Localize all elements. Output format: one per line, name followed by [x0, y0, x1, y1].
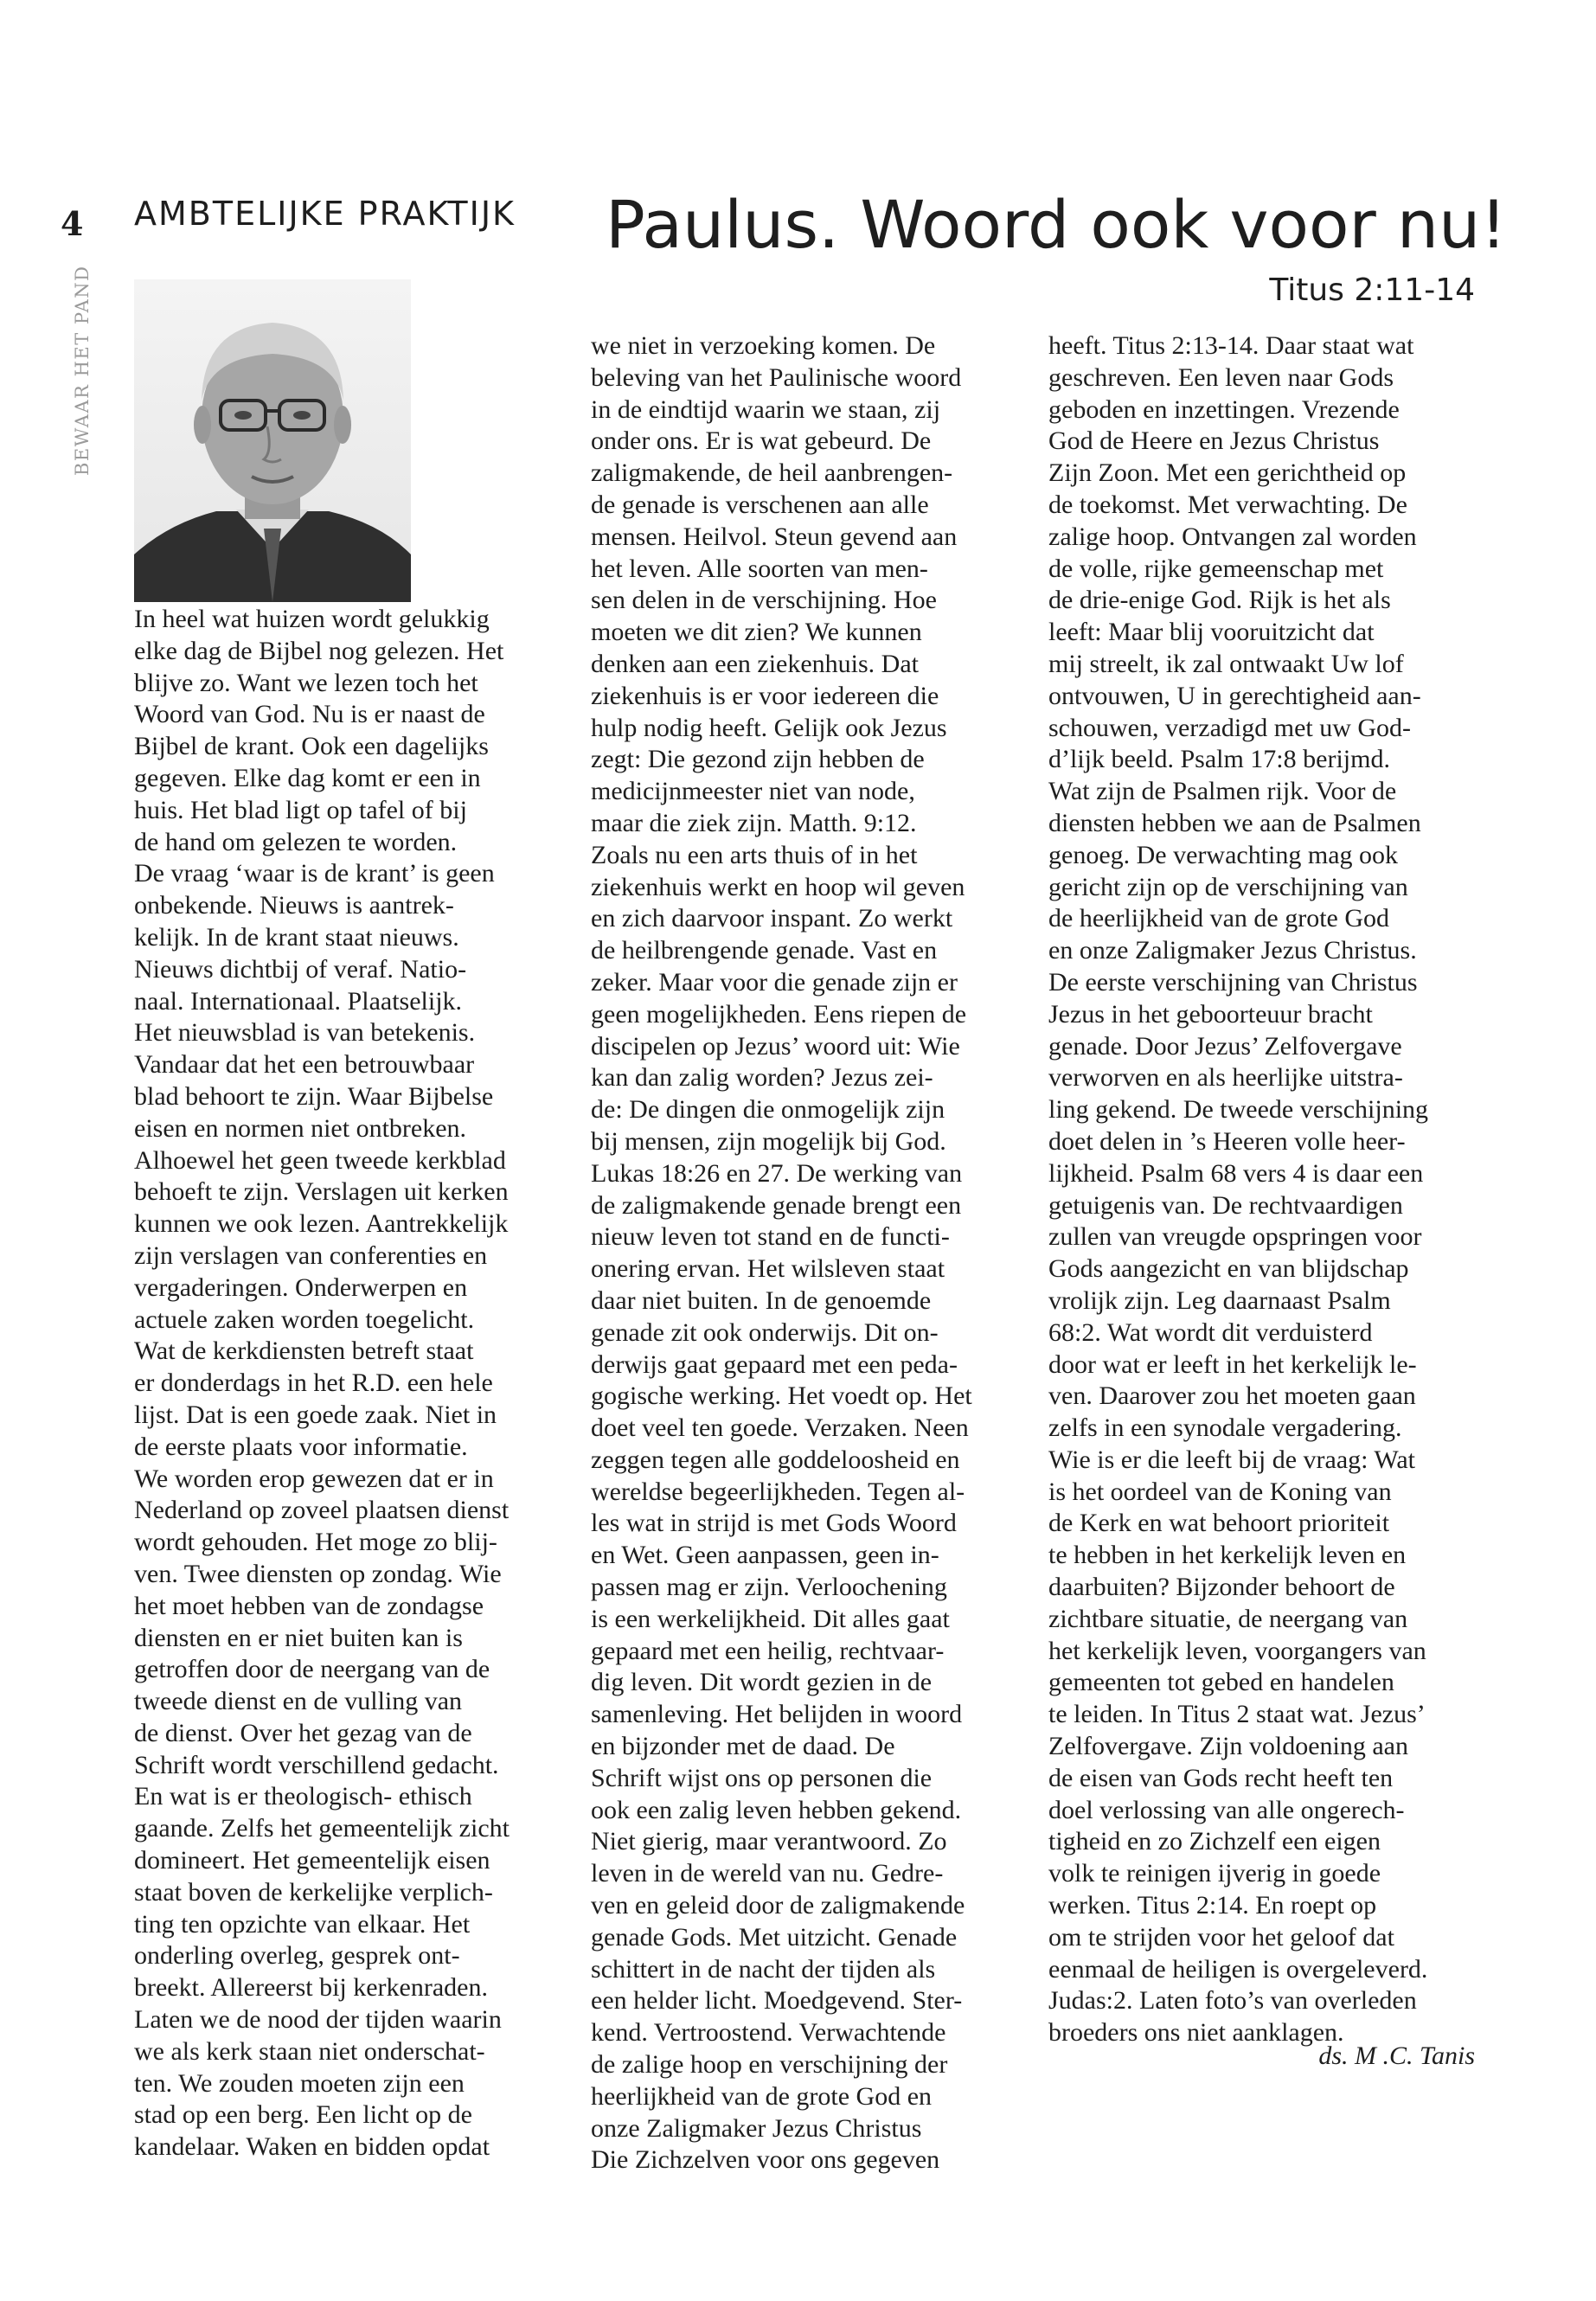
text-line: daar niet buiten. In de genoemde — [591, 1285, 932, 1315]
text-line: onderling overleg, gesprek ont- — [134, 1941, 460, 1971]
text-line: ziekenhuis is er voor iedereen die — [591, 681, 939, 710]
text-line: de hand om gelezen te worden. — [134, 827, 458, 856]
text-line: zegt: Die gezond zijn hebben de — [591, 745, 925, 774]
text-line: hulp nodig heeft. Gelijk ook Jezus — [591, 713, 947, 742]
text-line: gepaard met een heilig, rechtvaar- — [591, 1636, 945, 1665]
text-line: de heilbrengende genade. Vast en — [591, 936, 938, 965]
text-line: een helder licht. Moedgevend. Ster- — [591, 1986, 963, 2016]
text-line: Zelfovergave. Zijn voldoening aan — [1048, 1732, 1408, 1761]
text-line: mensen. Heilvol. Steun gevend aan — [591, 522, 958, 551]
text-line: maar die ziek zijn. Matth. 9:12. — [591, 808, 917, 837]
text-line: gegeven. Elke dag komt er een in — [134, 763, 481, 792]
text-line: derwijs gaat gepaard met een peda- — [591, 1349, 958, 1379]
text-line: vrolijk zijn. Leg daarnaast Psalm — [1048, 1285, 1391, 1315]
text-line: Zijn Zoon. Met een gerichtheid op — [1048, 458, 1407, 488]
text-line: onering ervan. Het wilsleven staat — [591, 1254, 945, 1284]
text-line: zalige hoop. Ontvangen zal worden — [1048, 522, 1417, 551]
text-line: We worden erop gewezen dat er in — [134, 1464, 494, 1493]
text-line: Schrift wijst ons op personen die — [591, 1763, 933, 1792]
text-line: zeker. Maar voor die genade zijn er — [591, 967, 958, 997]
text-line: moeten we dit zien? We kunnen — [591, 618, 922, 647]
text-line: Jezus in het geboorteuur bracht — [1048, 999, 1373, 1029]
text-line: Wat zijn de Psalmen rijk. Voor de — [1048, 777, 1397, 806]
text-line: kunnen we ook lezen. Aantrekkelijk — [134, 1209, 509, 1239]
text-line: Die Zichzelven voor ons gegeven — [591, 2145, 940, 2175]
text-line: ontvouwen, U in gerechtigheid aan- — [1048, 681, 1421, 710]
text-line: zijn verslagen van conferenties en — [134, 1240, 488, 1270]
text-line: dig leven. Dit wordt gezien in de — [591, 1668, 933, 1697]
text-line: geschreven. Een leven naar Gods — [1048, 362, 1394, 392]
text-line: onder ons. Er is wat gebeurd. De — [591, 426, 932, 456]
text-line: ten. We zouden moeten zijn een — [134, 2068, 465, 2098]
text-line: tweede dienst en de vulling van — [134, 1687, 463, 1716]
text-line: doet delen in ’s Heeren volle heer- — [1048, 1126, 1406, 1156]
text-line: Judas:2. Laten foto’s van overleden — [1048, 1986, 1417, 2016]
text-line: stad op een berg. Een licht op de — [134, 2100, 472, 2130]
text-line: 68:2. Wat wordt dit verduisterd — [1048, 1317, 1373, 1347]
text-line: de drie-enige God. Rijk is het als — [1048, 586, 1391, 615]
text-line: volk te reinigen ijverig in goede — [1048, 1859, 1381, 1888]
text-line: staat boven de kerkelijke verplich- — [134, 1877, 493, 1907]
text-line: is een werkelijkheid. Dit alles gaat — [591, 1604, 950, 1633]
text-line: werken. Titus 2:14. En roept op — [1048, 1891, 1377, 1920]
text-line: onze Zaligmaker Jezus Christus — [591, 2113, 922, 2143]
text-line: om te strijden voor het geloof dat — [1048, 1922, 1394, 1952]
text-line: diensten en er niet buiten kan is — [134, 1623, 463, 1652]
text-line: les wat in strijd is met Gods Woord — [591, 1509, 957, 1538]
text-line: ven. Twee diensten op zondag. Wie — [134, 1559, 502, 1588]
text-line: en onze Zaligmaker Jezus Christus. — [1048, 936, 1417, 965]
text-line: de dienst. Over het gezag van de — [134, 1718, 472, 1747]
text-line: geen mogelijkheden. Eens riepen de — [591, 999, 967, 1029]
text-line: te leiden. In Titus 2 staat wat. Jezus’ — [1048, 1700, 1426, 1729]
author-signature: ds. M .C. Tanis — [1318, 2041, 1475, 2070]
text-line: gericht zijn op de verschijning van — [1048, 872, 1408, 901]
text-line: In heel wat huizen wordt gelukkig — [134, 605, 490, 633]
text-line: actuele zaken worden toegelicht. — [134, 1304, 475, 1334]
text-line: de Kerk en wat behoort prioriteit — [1048, 1509, 1390, 1538]
text-line: en bijzonder met de daad. De — [591, 1732, 895, 1761]
text-line: gemeenten tot gebed en handelen — [1048, 1668, 1394, 1697]
text-line: behoeft te zijn. Verslagen uit kerken — [134, 1177, 509, 1207]
section-heading: AMBTELIJKE PRAKTIJK — [134, 195, 516, 233]
text-line: eenmaal de heiligen is overgeleverd. — [1048, 1954, 1428, 1984]
text-line: de volle, rijke gemeenschap met — [1048, 554, 1384, 583]
text-line: naal. Internationaal. Plaatselijk. — [134, 986, 463, 1016]
text-line: kan dan zalig worden? Jezus zei- — [591, 1063, 933, 1093]
text-line: Schrift wordt verschillend gedacht. — [134, 1750, 499, 1779]
text-line: schouwen, verzadigd met uw God- — [1048, 713, 1412, 742]
text-line: zeggen tegen alle goddeloosheid en — [591, 1445, 960, 1474]
text-line: blad behoort te zijn. Waar Bijbelse — [134, 1081, 494, 1111]
text-line: ling gekend. De tweede verschijning — [1048, 1095, 1429, 1125]
text-line: blijve zo. Want we lezen toch het — [134, 668, 478, 697]
text-line: lijst. Dat is een goede zaak. Niet in — [134, 1400, 497, 1429]
text-line: Bijbel de krant. Ook een dagelijks — [134, 732, 489, 761]
text-line: is het oordeel van de Koning van — [1048, 1477, 1392, 1506]
text-line: ven. Daarover zou het moeten gaan — [1048, 1381, 1416, 1411]
text-line: het leven. Alle soorten van men- — [591, 554, 928, 583]
article-title: Paulus. Woord ook voor nu! — [606, 186, 1507, 263]
text-line: Alhoewel het geen tweede kerkblad — [134, 1145, 506, 1175]
text-column-1 — [134, 604, 562, 2163]
text-line: het moet hebben van de zondagse — [134, 1591, 484, 1620]
text-line: nieuw leven tot stand en de functi- — [591, 1222, 950, 1252]
text-line: wordt gehouden. Het moge zo blij- — [134, 1528, 497, 1557]
text-line: Wat de kerkdiensten betreft staat — [134, 1336, 474, 1366]
text-line: tigheid en zo Zichzelf een eigen — [1048, 1827, 1381, 1856]
text-line: samenleving. Het belijden in woord — [591, 1700, 963, 1729]
text-line: gogische werking. Het voedt op. Het — [591, 1381, 972, 1411]
text-line: geboden en inzettingen. Vrezende — [1048, 394, 1400, 424]
text-line: de zaligmakende genade brengt een — [591, 1190, 962, 1220]
text-line: Laten we de nood der tijden waarin — [134, 2005, 502, 2035]
text-line: denken aan een ziekenhuis. Dat — [591, 649, 919, 678]
text-line: eisen en normen niet ontbreken. — [134, 1113, 467, 1143]
text-line: elke dag de Bijbel nog gelezen. Het — [134, 636, 504, 665]
text-line: te hebben in het kerkelijk leven en — [1048, 1541, 1407, 1570]
text-line: getroffen door de neergang van de — [134, 1655, 490, 1684]
text-line: daarbuiten? Bijzonder behoort de — [1048, 1573, 1395, 1602]
author-portrait-icon — [134, 279, 411, 602]
text-line: breekt. Allereerst bij kerkenraden. — [134, 1973, 488, 2003]
text-line: gaande. Zelfs het gemeentelijk zicht — [134, 1814, 510, 1843]
text-line: De eerste verschijning van Christus — [1048, 967, 1418, 997]
text-line: Zoals nu een arts thuis of in het — [591, 840, 918, 869]
text-line: kend. Vertroostend. Verwachtende — [591, 2018, 946, 2048]
text-line: En wat is er theologisch- ethisch — [134, 1782, 472, 1811]
text-line: genade. Door Jezus’ Zelfovergave — [1048, 1031, 1402, 1061]
text-line: Lukas 18:26 en 27. De werking van — [591, 1158, 963, 1188]
text-line: genade zit ook onderwijs. Dit on- — [591, 1317, 939, 1347]
text-line: vergaderingen. Onderwerpen en — [134, 1272, 468, 1302]
text-line: mij streelt, ik zal ontwaakt Uw lof — [1048, 649, 1404, 678]
text-line: Vandaar dat het een betrouwbaar — [134, 1050, 475, 1080]
text-line: huis. Het blad ligt op tafel of bij — [134, 795, 467, 824]
text-line: genoeg. De verwachting mag ook — [1048, 840, 1399, 869]
text-line: Het nieuwsblad is van betekenis. — [134, 1018, 476, 1048]
text-line: heeft. Titus 2:13-14. Daar staat wat — [1048, 331, 1414, 360]
text-line: getuigenis van. De rechtvaardigen — [1048, 1190, 1403, 1220]
text-line: Niet gierig, maar verantwoord. Zo — [591, 1827, 947, 1856]
text-line: ven en geleid door de zaligmakende — [591, 1891, 965, 1920]
text-line: doel verlossing van alle ongerech- — [1048, 1795, 1405, 1824]
text-line: heerlijkheid van de grote God en — [591, 2081, 933, 2111]
text-line: domineert. Het gemeentelijk eisen — [134, 1846, 490, 1875]
text-line: God de Heere en Jezus Christus — [1048, 426, 1380, 456]
scripture-reference: Titus 2:11-14 — [1269, 272, 1475, 308]
text-line: schittert in de nacht der tijden als — [591, 1954, 936, 1984]
text-line: de toekomst. Met verwachting. De — [1048, 490, 1407, 519]
text-line: bij mensen, zijn mogelijk bij God. — [591, 1126, 946, 1156]
text-line: sen delen in de verschijning. Hoe — [591, 586, 937, 615]
text-line: de heerlijkheid van de grote God — [1048, 904, 1390, 933]
text-line: we als kerk staan niet onderschat- — [134, 2036, 485, 2066]
text-line: de: De dingen die onmogelijk zijn — [591, 1095, 945, 1125]
text-line: er donderdags in het R.D. een hele — [134, 1368, 493, 1398]
text-line: de genade is verschenen aan alle — [591, 490, 929, 519]
text-line: Woord van God. Nu is er naast de — [134, 700, 485, 729]
text-line: beleving van het Paulinische woord — [591, 362, 962, 392]
author-photo — [134, 279, 411, 602]
text-line: door wat er leeft in het kerkelijk le- — [1048, 1349, 1417, 1379]
text-line: kandelaar. Waken en bidden opdat — [134, 2132, 490, 2162]
text-line: Nieuws dichtbij of veraf. Natio- — [134, 954, 467, 984]
text-line: ook een zalig leven hebben gekend. — [591, 1795, 962, 1824]
text-line: de eisen van Gods recht heeft ten — [1048, 1763, 1394, 1792]
text-line: Wie is er die leeft bij de vraag: Wat — [1048, 1445, 1415, 1474]
text-line: de zalige hoop en verschijning der — [591, 2050, 948, 2080]
text-line: Nederland op zoveel plaatsen dienst — [134, 1496, 510, 1525]
text-line: we niet in verzoeking komen. De — [591, 331, 936, 360]
text-line: onbekende. Nieuws is aantrek- — [134, 891, 454, 920]
text-line: leeft: Maar blij vooruitzicht dat — [1048, 618, 1375, 647]
side-label-text: BEWAAR HET PAND — [72, 265, 93, 476]
page-number: 4 — [61, 204, 84, 243]
text-line: en Wet. Geen aanpassen, geen in- — [591, 1541, 939, 1570]
text-line: kelijk. In de krant staat nieuws. — [134, 922, 459, 952]
text-line: ziekenhuis werkt en hoop wil geven — [591, 872, 965, 901]
text-line: het kerkelijk leven, voorgangers van — [1048, 1636, 1426, 1665]
text-line: diensten hebben we aan de Psalmen — [1048, 808, 1421, 837]
text-line: zullen van vreugde opspringen voor — [1048, 1222, 1422, 1252]
text-line: doet veel ten goede. Verzaken. Neen — [591, 1413, 969, 1443]
text-line: verworven en als heerlijke uitstra- — [1048, 1063, 1403, 1093]
text-line: de eerste plaats voor informatie. — [134, 1432, 468, 1461]
text-line: ting ten opzichte van elkaar. Het — [134, 1909, 471, 1939]
text-line: zichtbare situatie, de neergang van — [1048, 1604, 1408, 1633]
text-line: leven in de wereld van nu. Gedre- — [591, 1859, 944, 1888]
text-line: Gods aangezicht en van blijdschap — [1048, 1254, 1409, 1284]
text-line: wereldse begeerlijkheden. Tegen al- — [591, 1477, 965, 1506]
text-line: zaligmakende, de heil aanbrengen- — [591, 458, 953, 488]
text-line: d’lijk beeld. Psalm 17:8 berijmd. — [1048, 745, 1390, 774]
text-line: lijkheid. Psalm 68 vers 4 is daar een — [1048, 1158, 1424, 1188]
text-line: zelfs in een synodale vergadering. — [1048, 1413, 1402, 1443]
text-line: en zich daarvoor inspant. Zo werkt — [591, 904, 953, 933]
text-line: passen mag er zijn. Verloochening — [591, 1573, 947, 1602]
text-line: genade Gods. Met uitzicht. Genade — [591, 1922, 958, 1952]
text-column-3 — [1048, 330, 1477, 2049]
text-line: broeders ons niet aanklagen. — [1048, 2018, 1344, 2048]
text-column-2 — [591, 330, 1019, 2176]
text-line: medicijnmeester niet van node, — [591, 777, 915, 806]
text-line: in de eindtijd waarin we staan, zij — [591, 394, 941, 424]
text-line: discipelen op Jezus’ woord uit: Wie — [591, 1031, 960, 1061]
text-line: De vraag ‘waar is de krant’ is geen — [134, 859, 495, 888]
